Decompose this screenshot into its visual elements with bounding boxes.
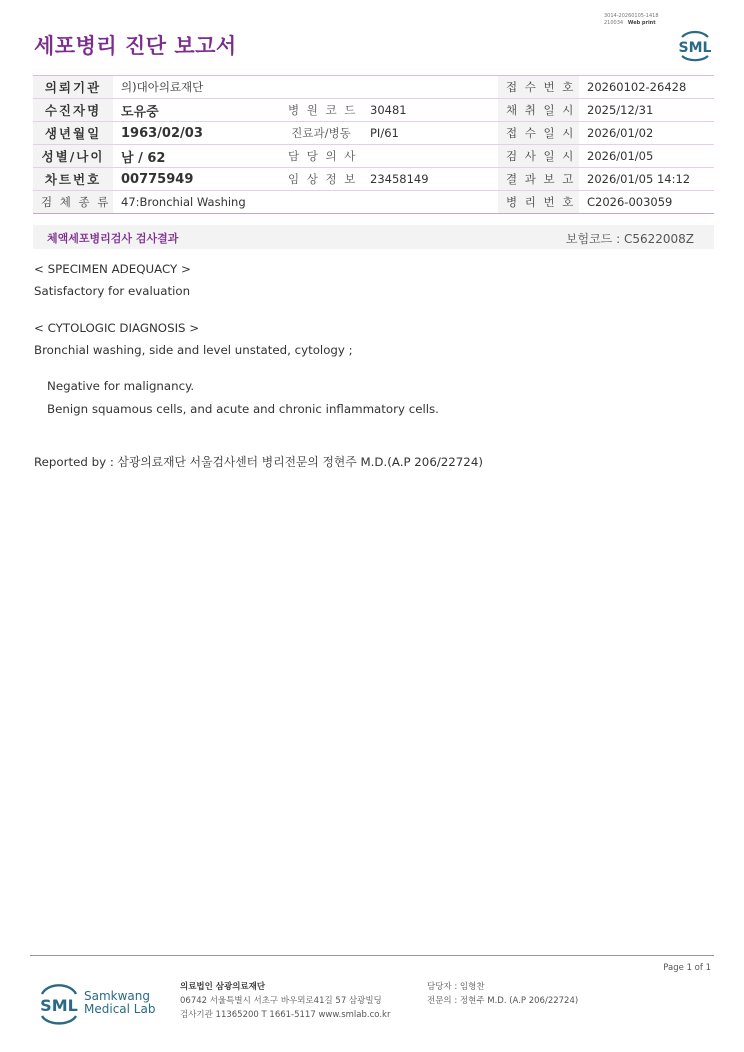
brand-line1: Samkwang [84, 989, 150, 1003]
org-contact: 검사기관 11365200 T 1661-5117 www.smlab.co.kr [180, 1010, 391, 1020]
brand-name [84, 990, 155, 1016]
footer-logo-text: SML [40, 996, 78, 1015]
label-patient-name: 수진자명 [33, 99, 113, 122]
samkwang-logo-icon [36, 980, 82, 1026]
result-header-bar [33, 225, 714, 249]
finding-negative: Negative for malignancy. [47, 379, 195, 393]
value-receipt-date: 2026/01/02 [579, 122, 714, 145]
value-result-report: 2026/01/05 14:12 [579, 168, 714, 191]
label-test-date: 검 사 일 시 [498, 145, 579, 168]
page-number: Page 1 of 1 [663, 963, 711, 973]
label-requesting-org: 의뢰기관 [33, 76, 113, 99]
info-row [33, 191, 714, 214]
result-section-title: 체액세포병리검사 검사결과 [47, 232, 179, 245]
org-address: 06742 서울특별시 서초구 바우뫼로41길 57 삼광빌딩 [180, 996, 382, 1006]
label-result-report: 결 과 보 고 [498, 168, 579, 191]
staff-specialist: 전문의 : 정현주 M.D. (A.P 206/22724) [427, 996, 579, 1006]
label-receipt-number: 접 수 번 호 [498, 76, 579, 99]
info-row [33, 76, 714, 99]
label-sex-age: 성별/나이 [33, 145, 113, 168]
print-id-line1: 3014-20260105-1418 [604, 13, 659, 19]
finding-benign: Benign squamous cells, and acute and chronic inflammatory cells. [47, 402, 439, 416]
label-pathology-number: 병 리 번 호 [498, 191, 579, 214]
value-department: PI/61 [362, 122, 498, 145]
reported-by: Reported by : 삼광의료재단 서울검사센터 병리전문의 정현주 M.D.(A.P 206/22724) [34, 455, 483, 469]
value-sex-age: 남 / 62 [113, 145, 280, 168]
value-doctor [362, 145, 498, 168]
staff-manager: 담당자 : 임형찬 [427, 982, 485, 992]
brand-line2: Medical Lab [84, 1002, 156, 1016]
cytologic-diagnosis-heading: < CYTOLOGIC DIAGNOSIS > [34, 321, 200, 335]
info-row [33, 168, 714, 191]
value-test-date: 2026/01/05 [579, 145, 714, 168]
org-name: 의료법인 삼광의료재단 [180, 982, 266, 992]
value-specimen-type: 47:Bronchial Washing [113, 191, 498, 214]
value-chart-number: 00775949 [113, 168, 280, 191]
value-pathology-number: C2026-003059 [579, 191, 714, 214]
label-specimen-type: 검 체 종 류 [33, 191, 113, 214]
footer-staff-info [427, 980, 578, 1008]
sml-logo-icon [674, 24, 716, 64]
web-print-label: Web print [627, 20, 656, 26]
info-row [33, 145, 714, 168]
footer-divider [30, 955, 714, 956]
value-clinical-info: 23458149 [362, 168, 498, 191]
print-id [604, 13, 659, 27]
logo-text: SML [678, 40, 712, 56]
value-requesting-org: 의)대아의료재단 [113, 76, 280, 99]
label-receipt-date: 접 수 일 시 [498, 122, 579, 145]
value-birth-date: 1963/02/03 [113, 122, 280, 145]
label-chart-number: 차트번호 [33, 168, 113, 191]
page-title: 세포병리 진단 보고서 [34, 34, 237, 58]
info-row [33, 99, 714, 122]
label-hospital-code: 병 원 코 드 [280, 99, 362, 122]
specimen-adequacy-heading: < SPECIMEN ADEQUACY > [34, 262, 191, 276]
info-row [33, 122, 714, 145]
label-department: 진료과/병동 [280, 122, 362, 145]
specimen-adequacy-text: Satisfactory for evaluation [34, 284, 191, 298]
value-hospital-code: 30481 [362, 99, 498, 122]
label-birth-date: 생년월일 [33, 122, 113, 145]
cytologic-diagnosis-text: Bronchial washing, side and level unstated, cytology ; [34, 343, 353, 357]
value-receipt-number: 20260102-26428 [579, 76, 714, 99]
label-collection-date: 채 취 일 시 [498, 99, 579, 122]
label-clinical-info: 임 상 정 보 [280, 168, 362, 191]
value-patient-name: 도유중 [113, 99, 280, 122]
insurance-code: 보험코드 : C5622008Z [565, 232, 694, 246]
label-doctor: 담 당 의 사 [280, 145, 362, 168]
patient-info-table [33, 75, 714, 214]
value-collection-date: 2025/12/31 [579, 99, 714, 122]
print-id-code: 210034 [604, 20, 624, 26]
footer-org-info [180, 980, 390, 1022]
